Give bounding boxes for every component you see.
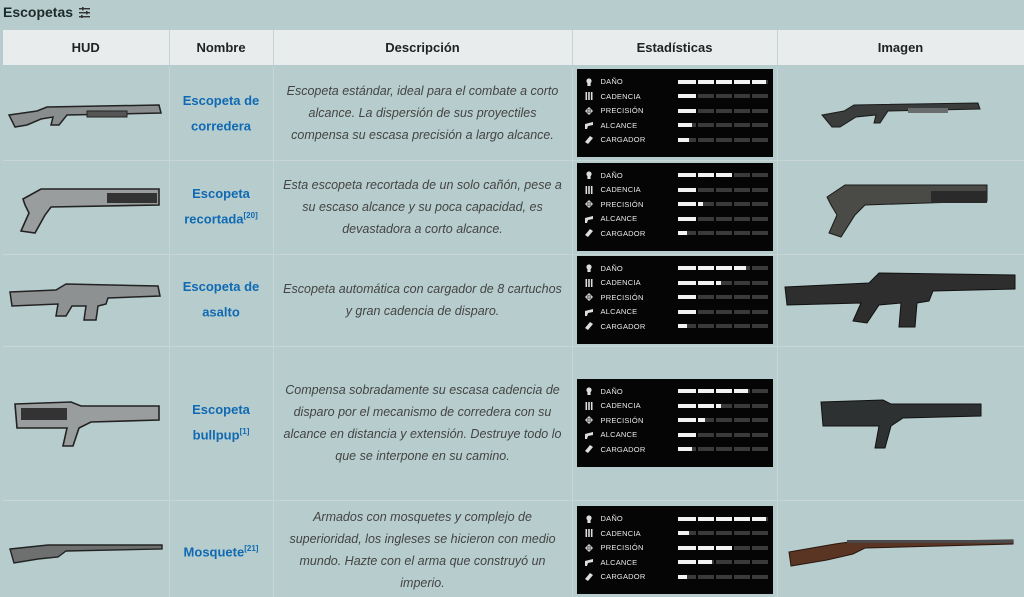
stat-row-fire-rate	[585, 526, 768, 541]
stat-bar-fill	[678, 324, 687, 328]
stat-bar-divider	[750, 123, 752, 127]
musket-image	[787, 532, 1015, 568]
stat-bar-damage	[678, 389, 767, 393]
stat-label: CADENCIA	[600, 185, 641, 195]
table-row	[3, 254, 1024, 346]
hud-cell	[3, 160, 169, 254]
header-estadisticas[interactable]: Estadísticas	[572, 30, 777, 66]
stat-bar-divider	[750, 560, 752, 564]
range-icon	[585, 121, 593, 129]
stat-label: PRECISIÓN	[600, 543, 644, 552]
stat-bar-divider	[714, 324, 716, 328]
stat-bar-divider	[732, 80, 734, 84]
stat-bar-divider	[750, 418, 752, 422]
table-row	[3, 66, 1024, 160]
stat-bar-divider	[696, 546, 698, 550]
stat-bar-divider	[696, 202, 698, 206]
stat-bar-divider	[732, 546, 734, 550]
stat-bar-accuracy	[678, 418, 767, 422]
stats-panel	[577, 379, 773, 467]
stat-label: PRECISIÓN	[600, 415, 644, 425]
stat-row-range	[585, 305, 768, 320]
stat-bar-divider	[750, 546, 752, 550]
name-cell	[169, 346, 273, 500]
stat-row-magazine	[585, 226, 768, 241]
stat-bar-fill	[678, 266, 746, 270]
stat-bar-divider	[696, 324, 698, 328]
stat-label: CADENCIA	[600, 401, 641, 411]
damage-icon	[585, 264, 593, 272]
image-cell	[777, 66, 1024, 160]
stat-bar-divider	[732, 202, 734, 206]
fire-rate-icon	[585, 279, 593, 287]
magazine-icon	[585, 445, 593, 453]
stat-bar-fill	[678, 517, 766, 521]
stat-bar-divider	[714, 389, 716, 393]
section-title: Escopetas	[3, 4, 74, 20]
list-settings-icon[interactable]	[79, 7, 90, 18]
pump-shotgun-hud-icon	[7, 93, 165, 133]
stat-bar-magazine	[678, 324, 767, 328]
stat-row-magazine	[585, 569, 768, 584]
stat-bar-fill	[678, 138, 689, 142]
bullpup-shotgun-image	[817, 396, 985, 450]
stat-row-magazine	[585, 319, 768, 334]
stat-bar-fire-rate	[678, 281, 767, 285]
stat-bar-divider	[750, 138, 752, 142]
description-cell: Escopeta automática con cargador de 8 cartuchos y gran cadencia de disparo.	[273, 254, 572, 346]
name-cell	[169, 254, 273, 346]
stat-bar-divider	[750, 231, 752, 235]
stat-bar-divider	[750, 94, 752, 98]
stat-bar-divider	[696, 138, 698, 142]
stat-bar-divider	[696, 231, 698, 235]
stat-label: DAÑO	[600, 77, 623, 86]
hud-cell	[3, 346, 169, 500]
stat-bar-fire-rate	[678, 94, 767, 98]
stat-bar-divider	[696, 418, 698, 422]
stat-bar-divider	[732, 217, 734, 221]
stat-bar-divider	[714, 231, 716, 235]
musket-hud-icon	[8, 535, 164, 565]
bullpup-shotgun-hud-icon	[11, 398, 161, 448]
stats-cell	[572, 346, 777, 500]
stat-bar-damage	[678, 80, 767, 84]
magazine-icon	[585, 229, 593, 237]
stat-bar-divider	[750, 404, 752, 408]
stat-label: DAÑO	[600, 386, 623, 396]
stat-bar-fill	[678, 310, 696, 314]
stat-bar-divider	[714, 447, 716, 451]
weapons-table	[3, 30, 1024, 597]
stat-label: CADENCIA	[600, 278, 641, 288]
stat-bar-divider	[750, 266, 752, 270]
pump-shotgun-image	[818, 93, 983, 133]
stat-bar-divider	[714, 560, 716, 564]
stat-bar-divider	[714, 202, 716, 206]
hud-cell	[3, 66, 169, 160]
stat-bar-divider	[696, 173, 698, 177]
stat-bar-divider	[714, 531, 716, 535]
description-cell: Escopeta estándar, ideal para el combate a corto alcance. La dispersión de sus proyectiles compensa su escasa precisión a largo alcance.	[273, 66, 572, 160]
stat-bar-divider	[732, 433, 734, 437]
stat-bar-range	[678, 310, 767, 314]
stat-bar-divider	[732, 109, 734, 113]
stat-bar-divider	[732, 123, 734, 127]
stat-bar-divider	[750, 517, 752, 521]
accuracy-icon	[585, 416, 593, 424]
stat-label: CARGADOR	[600, 135, 646, 144]
stat-bar-divider	[714, 266, 716, 270]
range-icon	[585, 431, 593, 439]
stat-label: CARGADOR	[600, 228, 646, 238]
stat-bar-accuracy	[678, 202, 767, 206]
accuracy-icon	[585, 107, 593, 115]
stat-label: PRECISIÓN	[600, 292, 644, 302]
stat-bar-fire-rate	[678, 531, 767, 535]
stat-bar-divider	[696, 447, 698, 451]
stat-bar-divider	[714, 80, 716, 84]
stats-cell	[572, 160, 777, 254]
stat-label: ALCANCE	[600, 307, 638, 317]
weapon-link[interactable]: Escopeta de corredera	[182, 92, 260, 133]
stat-bar-divider	[750, 433, 752, 437]
stat-label: ALCANCE	[600, 557, 638, 567]
stat-bar-divider	[732, 295, 734, 299]
stat-row-damage	[585, 511, 768, 526]
stat-bar-divider	[714, 295, 716, 299]
description-cell: Armados con mosquetes y complejo de superioridad, los ingleses se hicieron con medio mundo. Hazte con el arma que construyó un imperio.	[273, 500, 572, 597]
stat-bar-range	[678, 123, 767, 127]
fire-rate-icon	[585, 402, 593, 410]
stat-label: CARGADOR	[600, 444, 646, 454]
stat-bar-divider	[696, 266, 698, 270]
stat-bar-divider	[714, 138, 716, 142]
stat-bar-divider	[732, 418, 734, 422]
stat-bar-divider	[732, 389, 734, 393]
stat-bar-divider	[732, 188, 734, 192]
stat-bar-divider	[732, 560, 734, 564]
stat-bar-fill	[678, 109, 698, 113]
stat-bar-fill	[678, 295, 698, 299]
stat-bar-range	[678, 217, 767, 221]
stat-bar-fire-rate	[678, 404, 767, 408]
sawed-off-shotgun-hud-icon	[11, 179, 161, 235]
stat-bar-magazine	[678, 138, 767, 142]
weapon-link[interactable]: Escopeta recortada[20]	[184, 186, 258, 227]
section-heading	[3, 2, 90, 22]
stats-cell	[572, 254, 777, 346]
stat-bar-divider	[732, 138, 734, 142]
magazine-icon	[585, 322, 593, 330]
stats-panel	[577, 506, 773, 594]
stat-bar-divider	[714, 404, 716, 408]
table-header-row	[3, 30, 1024, 66]
stat-row-accuracy	[585, 197, 768, 212]
stat-bar-fill	[678, 418, 705, 422]
stat-bar-divider	[714, 281, 716, 285]
stat-bar-divider	[750, 575, 752, 579]
stat-row-range	[585, 212, 768, 227]
image-cell	[777, 346, 1024, 500]
stat-bar-damage	[678, 517, 767, 521]
hud-cell	[3, 254, 169, 346]
stat-bar-divider	[714, 173, 716, 177]
description-cell: Compensa sobradamente su escasa cadencia de disparo por el mecanismo de corredera con su alcance en distancia y extensión. Destruye todo lo que se interpone en su camino.	[273, 346, 572, 500]
image-cell	[777, 254, 1024, 346]
header-imagen[interactable]: Imagen	[777, 30, 1024, 66]
range-icon	[585, 308, 593, 316]
stat-bar-divider	[714, 418, 716, 422]
table-row	[3, 500, 1024, 597]
stat-row-accuracy	[585, 540, 768, 555]
stat-label: PRECISIÓN	[600, 106, 644, 115]
damage-icon	[585, 171, 593, 179]
image-cell	[777, 500, 1024, 597]
stat-bar-magazine	[678, 231, 767, 235]
stat-row-damage	[585, 74, 768, 89]
name-cell	[169, 500, 273, 597]
stat-bar-fire-rate	[678, 188, 767, 192]
stat-bar-divider	[696, 80, 698, 84]
stat-bar-fill	[678, 575, 687, 579]
magazine-icon	[585, 573, 593, 581]
stat-label: DAÑO	[600, 170, 623, 180]
stat-bar-divider	[696, 433, 698, 437]
stat-bar-divider	[714, 546, 716, 550]
stat-bar-divider	[732, 575, 734, 579]
stat-bar-divider	[696, 281, 698, 285]
stat-row-fire-rate	[585, 399, 768, 414]
stat-row-accuracy	[585, 103, 768, 118]
damage-icon	[585, 387, 593, 395]
accuracy-icon	[585, 200, 593, 208]
stat-row-fire-rate	[585, 276, 768, 291]
stat-bar-divider	[750, 295, 752, 299]
stat-bar-divider	[696, 123, 698, 127]
stat-label: DAÑO	[600, 263, 623, 273]
stat-bar-divider	[732, 231, 734, 235]
stat-bar-divider	[732, 404, 734, 408]
damage-icon	[585, 78, 593, 86]
stat-bar-accuracy	[678, 295, 767, 299]
accuracy-icon	[585, 293, 593, 301]
stat-bar-accuracy	[678, 546, 767, 550]
stat-row-range	[585, 428, 768, 443]
stat-bar-divider	[750, 324, 752, 328]
stat-row-fire-rate	[585, 183, 768, 198]
sawed-off-shotgun-image	[811, 175, 991, 239]
stat-row-magazine	[585, 442, 768, 457]
stat-bar-divider	[714, 94, 716, 98]
stat-bar-divider	[714, 575, 716, 579]
stat-row-damage	[585, 384, 768, 399]
stat-bar-divider	[750, 109, 752, 113]
stat-bar-fill	[678, 202, 703, 206]
stat-bar-divider	[732, 281, 734, 285]
stat-row-fire-rate	[585, 89, 768, 104]
stat-label: CARGADOR	[600, 572, 646, 581]
stat-bar-divider	[714, 517, 716, 521]
stat-row-damage	[585, 261, 768, 276]
weapon-link[interactable]: Escopeta bullpup[1]	[192, 402, 250, 443]
stat-bar-divider	[696, 517, 698, 521]
stat-bar-range	[678, 560, 767, 564]
stat-bar-damage	[678, 266, 767, 270]
stat-bar-divider	[750, 188, 752, 192]
stat-bar-divider	[732, 173, 734, 177]
stat-bar-divider	[714, 188, 716, 192]
stats-panel	[577, 163, 773, 251]
stat-bar-divider	[732, 94, 734, 98]
stat-bar-damage	[678, 173, 767, 177]
stat-bar-divider	[714, 109, 716, 113]
stats-panel	[577, 256, 773, 344]
weapon-link[interactable]: Mosquete[21]	[183, 543, 259, 559]
stat-bar-fill	[678, 217, 696, 221]
stat-bar-fill	[678, 173, 733, 177]
stat-bar-divider	[696, 94, 698, 98]
stat-bar-range	[678, 433, 767, 437]
description-cell: Esta escopeta recortada de un solo cañón, pese a su escaso alcance y su poca capacidad, es devastadora a corto alcance.	[273, 160, 572, 254]
stat-row-damage	[585, 168, 768, 183]
stat-bar-fill	[678, 531, 689, 535]
table-row	[3, 160, 1024, 254]
range-icon	[585, 215, 593, 223]
stat-bar-divider	[732, 517, 734, 521]
stat-bar-divider	[732, 266, 734, 270]
stat-label: DAÑO	[600, 514, 623, 523]
stat-label: CADENCIA	[600, 91, 641, 101]
stat-bar-divider	[750, 389, 752, 393]
stat-bar-divider	[750, 281, 752, 285]
stat-bar-divider	[696, 310, 698, 314]
stat-bar-divider	[696, 575, 698, 579]
stat-bar-divider	[696, 188, 698, 192]
stat-bar-fill	[678, 94, 696, 98]
stat-bar-divider	[750, 80, 752, 84]
stat-bar-divider	[714, 433, 716, 437]
fire-rate-icon	[585, 92, 593, 100]
stat-bar-divider	[696, 389, 698, 393]
range-icon	[585, 558, 593, 566]
damage-icon	[585, 515, 593, 523]
image-cell	[777, 160, 1024, 254]
stats-cell	[572, 500, 777, 597]
stat-row-accuracy	[585, 290, 768, 305]
stat-label: CARGADOR	[600, 321, 646, 331]
fire-rate-icon	[585, 529, 593, 537]
stat-bar-divider	[750, 447, 752, 451]
stat-bar-divider	[696, 531, 698, 535]
stat-bar-divider	[732, 447, 734, 451]
header-hud[interactable]: HUD	[3, 30, 169, 66]
stat-bar-divider	[696, 217, 698, 221]
weapon-link[interactable]: Escopeta de asalto	[182, 279, 260, 320]
stats-cell	[572, 66, 777, 160]
stat-bar-fill	[678, 80, 766, 84]
stat-bar-divider	[696, 109, 698, 113]
stat-bar-divider	[732, 324, 734, 328]
stat-bar-divider	[714, 217, 716, 221]
name-cell	[169, 66, 273, 160]
stat-bar-divider	[732, 531, 734, 535]
stat-bar-fill	[678, 546, 733, 550]
stat-bar-divider	[750, 173, 752, 177]
stat-bar-fill	[678, 447, 692, 451]
stat-bar-divider	[750, 202, 752, 206]
stat-label: ALCANCE	[600, 120, 638, 130]
table-row	[3, 346, 1024, 500]
accuracy-icon	[585, 544, 593, 552]
stat-bar-fill	[678, 433, 696, 437]
fire-rate-icon	[585, 186, 593, 194]
header-descripcion[interactable]: Descripción	[273, 30, 572, 66]
assault-shotgun-hud-icon	[8, 278, 164, 322]
stat-row-accuracy	[585, 413, 768, 428]
header-nombre[interactable]: Nombre	[169, 30, 273, 66]
stat-bar-divider	[696, 404, 698, 408]
stat-row-range	[585, 555, 768, 570]
stat-bar-divider	[732, 310, 734, 314]
stat-label: CADENCIA	[600, 528, 641, 538]
stat-bar-magazine	[678, 447, 767, 451]
magazine-icon	[585, 136, 593, 144]
stat-bar-magazine	[678, 575, 767, 579]
stat-bar-fill	[678, 123, 691, 127]
stat-bar-divider	[696, 295, 698, 299]
stat-bar-fill	[678, 188, 696, 192]
stat-bar-divider	[714, 310, 716, 314]
stat-bar-divider	[750, 310, 752, 314]
stat-label: PRECISIÓN	[600, 199, 644, 209]
stat-row-range	[585, 118, 768, 133]
stat-bar-divider	[696, 560, 698, 564]
stat-bar-accuracy	[678, 109, 767, 113]
stat-bar-divider	[750, 531, 752, 535]
hud-cell	[3, 500, 169, 597]
stat-label: ALCANCE	[600, 430, 638, 440]
stat-bar-divider	[714, 123, 716, 127]
stat-row-magazine	[585, 132, 768, 147]
stat-bar-divider	[750, 217, 752, 221]
assault-shotgun-image	[783, 265, 1019, 335]
name-cell	[169, 160, 273, 254]
stats-panel	[577, 69, 773, 157]
stat-label: ALCANCE	[600, 214, 638, 224]
stat-bar-fill	[678, 231, 687, 235]
